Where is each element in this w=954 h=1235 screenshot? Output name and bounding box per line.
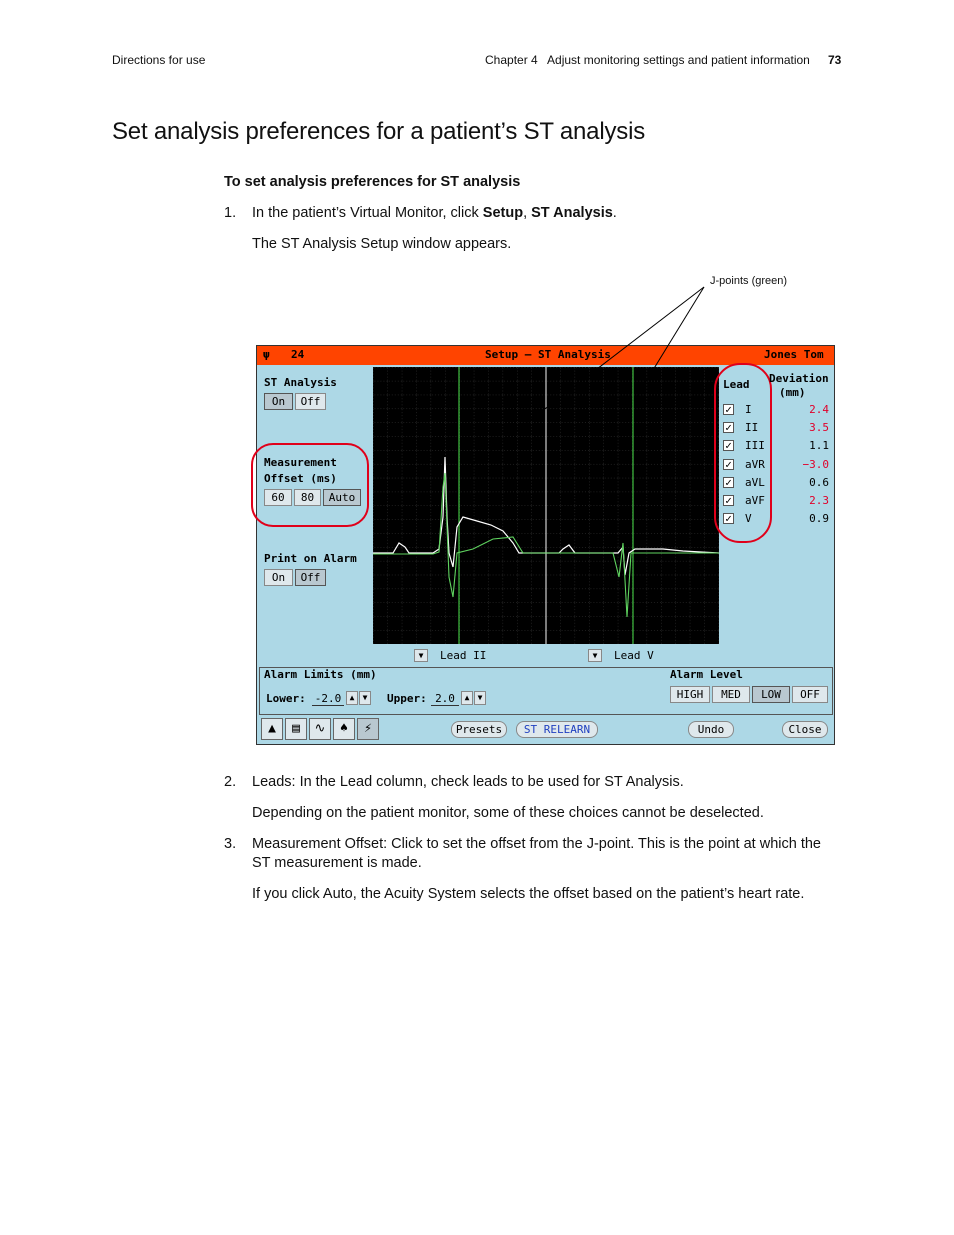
close-button[interactable]: Close (782, 721, 828, 738)
offset-80-button[interactable]: 80 (294, 489, 321, 506)
print-on-button[interactable]: On (264, 569, 293, 586)
lead-checkbox[interactable]: ✓ (723, 404, 734, 415)
report-icon[interactable]: ▤ (285, 718, 307, 740)
lead-deviation-value: 0.9 (809, 512, 829, 526)
lower-limit-label: Lower: (266, 692, 306, 705)
patient-name: Jones Tom (764, 348, 824, 361)
st-analysis-off-button[interactable]: Off (295, 393, 326, 410)
running-header-chapter: Chapter 4 Adjust monitoring settings and patient information (485, 53, 810, 67)
lead-deviation-value: 2.3 (809, 494, 829, 507)
upper-limit-label: Upper: (387, 692, 427, 705)
lead-1-dropdown-icon[interactable]: ▼ (414, 649, 428, 662)
j-points-callout: J-points (green) (710, 275, 788, 287)
upper-limit-field[interactable]: 2.0 (431, 692, 459, 706)
lead-name: III (745, 439, 765, 453)
lead-checkbox[interactable]: ✓ (723, 477, 734, 488)
step-2-note: Depending on the patient monitor, some of these choices cannot be deselected. (252, 805, 764, 821)
print-on-alarm-label: Print on Alarm (264, 552, 357, 565)
step-1-number: 1. (224, 205, 237, 221)
step-3-note: If you click Auto, the Acuity System selects the offset based on the patient’s heart rate. (252, 886, 805, 902)
step-3-text: Measurement Offset: Click to set the offset from the J-point. This is the point at which the ST measurement is made. (252, 836, 821, 871)
lead-selector-1-label: Lead II (440, 649, 487, 662)
lead-name: V (745, 512, 752, 526)
procedure-heading: To set analysis preferences for ST analysis (224, 174, 521, 190)
st-analysis-icon[interactable]: ⚡ (357, 718, 379, 740)
lead-name: aVR (745, 457, 765, 471)
alarm-level-off-button[interactable]: OFF (792, 686, 828, 703)
callout-line-1 (460, 287, 704, 474)
lead-name: aVL (745, 475, 765, 489)
lower-limit-field[interactable]: -2.0 (312, 692, 344, 706)
lead-checkbox[interactable]: ✓ (723, 440, 734, 451)
window-title: Setup – ST Analysis (485, 348, 611, 361)
bell-icon[interactable]: ▲ (261, 718, 283, 740)
running-header-left: Directions for use (112, 53, 206, 67)
offset-label-line1: Measurement (264, 456, 337, 469)
st-relearn-button[interactable]: ST RELEARN (516, 721, 598, 738)
st-analysis-on-button[interactable]: On (264, 393, 293, 410)
print-off-button[interactable]: Off (295, 569, 326, 586)
deviation-header-line2: (mm) (779, 386, 806, 399)
lead-deviation-value: 2.4 (809, 403, 829, 416)
lead-deviation-value: 0.6 (809, 475, 829, 489)
step-1-note: The ST Analysis Setup window appears. (252, 236, 512, 252)
step-2-number: 2. (224, 774, 237, 790)
deviation-header-line1: Deviation (769, 372, 829, 385)
alarm-level-low-button[interactable]: LOW (752, 686, 790, 703)
undo-button[interactable]: Undo (688, 721, 734, 738)
lead-deviation-value: 3.5 (809, 421, 829, 435)
st-analysis-term: ST Analysis (531, 205, 613, 221)
lead-checkbox[interactable]: ✓ (723, 513, 734, 524)
lead-name: I (745, 403, 752, 416)
page-number: 73 (828, 53, 842, 67)
callout-line-2 (634, 287, 704, 401)
bed-number: 24 (291, 348, 305, 361)
step-2-text: Leads: In the Lead column, check leads to be used for ST Analysis. (252, 774, 684, 790)
lower-up-icon[interactable]: ▲ (346, 691, 358, 705)
waveform-icon[interactable]: ∿ (309, 718, 331, 740)
upper-down-icon[interactable]: ▼ (474, 691, 486, 705)
upper-up-icon[interactable]: ▲ (461, 691, 473, 705)
st-analysis-label: ST Analysis (264, 376, 337, 389)
lower-down-icon[interactable]: ▼ (359, 691, 371, 705)
lead-checkbox[interactable]: ✓ (723, 422, 734, 433)
offset-60-button[interactable]: 60 (264, 489, 292, 506)
section-title: Set analysis preferences for a patient’s ST analysis (112, 118, 645, 145)
alarm-level-med-button[interactable]: MED (712, 686, 750, 703)
presets-button[interactable]: Presets (451, 721, 507, 738)
offset-label-line2: Offset (ms) (264, 472, 337, 485)
lead-deviation-value: −3.0 (802, 457, 829, 471)
lead-column-header: Lead (723, 378, 750, 391)
lead-deviation-value: 1.1 (809, 439, 829, 453)
lead-checkbox[interactable]: ✓ (723, 459, 734, 470)
alarm-limits-label: Alarm Limits (mm) (264, 668, 377, 681)
lead-name: aVF (745, 494, 765, 507)
lead-selector-2-label: Lead V (614, 649, 654, 662)
alarm-level-high-button[interactable]: HIGH (670, 686, 710, 703)
setup-term: Setup (482, 205, 524, 221)
step-1-text: In the patient’s Virtual Monitor, click Setup, ST Analysis. (252, 205, 617, 221)
antenna-icon: ψ (263, 348, 270, 361)
alarm-bell-icon[interactable]: ♠ (333, 718, 355, 740)
lead-2-dropdown-icon[interactable]: ▼ (588, 649, 602, 662)
step-3-number: 3. (224, 836, 237, 852)
lead-name: II (745, 421, 759, 435)
offset-auto-button[interactable]: Auto (323, 489, 361, 506)
alarm-level-label: Alarm Level (670, 668, 743, 681)
lead-checkbox[interactable]: ✓ (723, 495, 734, 506)
